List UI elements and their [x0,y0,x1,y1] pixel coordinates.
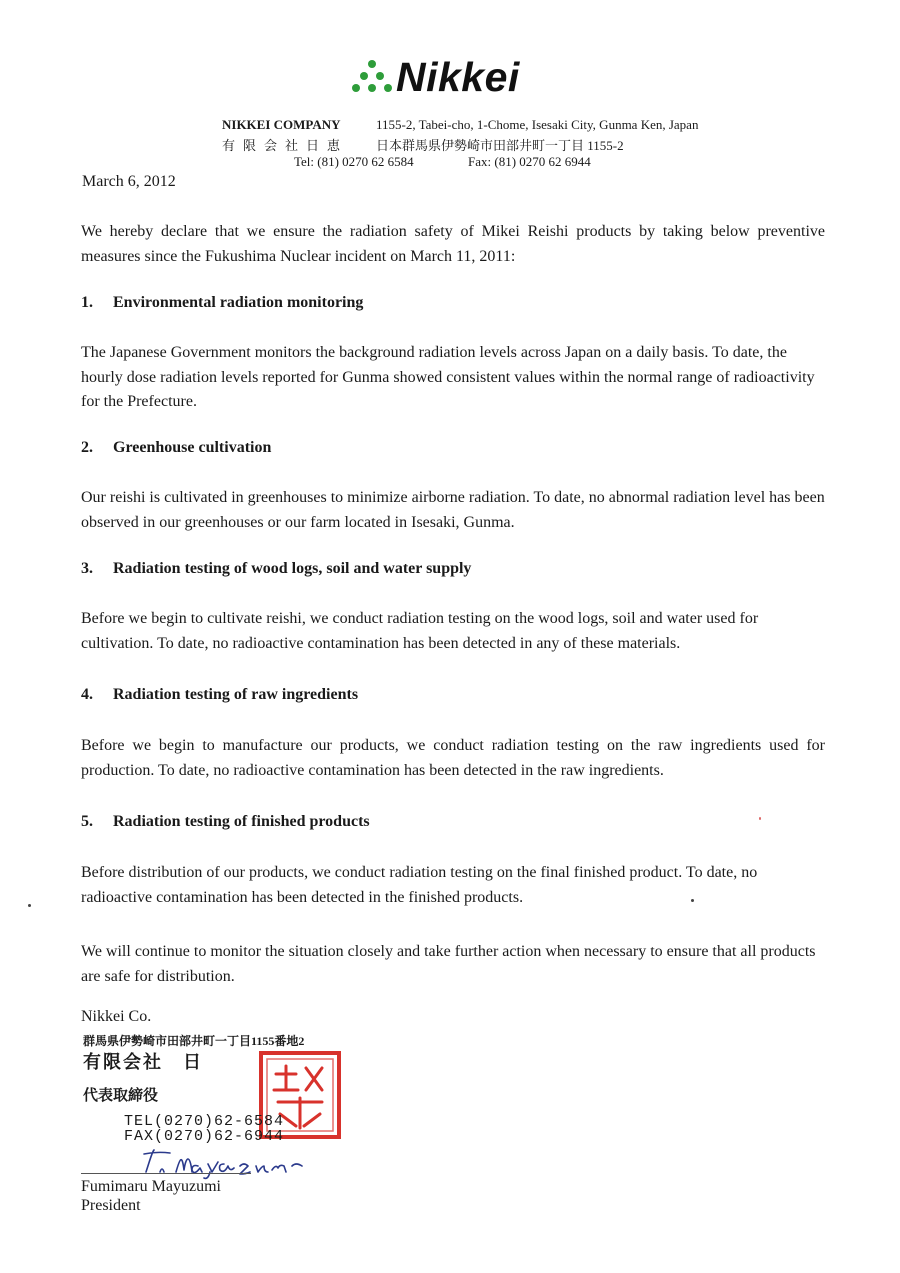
intro-paragraph: We hereby declare that we ensure the radiation safety of Mikei Reishi products by taking below preventive measures since the Fukushima Nuclear incident on March 11, 2011: [81,223,825,265]
section-number: 4. [81,686,93,703]
section-body: Before we begin to manufacture our products, we conduct radiation testing on the raw ingredients used for production. To date, no radioactive contamination has been detected in the raw ingredients. [81,737,825,779]
closing-paragraph: We will continue to monitor the situation closely and take further action when necessary to ensure that all products are safe for distribution. [81,943,816,985]
letter-date: March 6, 2012 [82,173,176,190]
scan-speck [691,899,694,902]
section-title: Radiation testing of raw ingredients [113,686,359,703]
signature-line [81,1173,251,1174]
section-title: Radiation testing of finished products [113,813,370,830]
signatory-name: Fumimaru Mayuzumi [81,1178,221,1195]
stamp-title-jp: 代表取締役 [83,1088,159,1104]
section-title: Greenhouse cultivation [113,439,272,456]
section-body: The Japanese Government monitors the background radiation levels across Japan on a daily basis. To date, the hourly dose radiation levels reported for Gunma showed consistent values within the normal range of radioactivity for the Prefecture. [81,344,815,410]
section-number: 3. [81,560,93,577]
section-heading [81,294,363,312]
handwritten-signature [140,1146,310,1180]
scan-speck [28,904,31,907]
logo-dots-icon [352,57,392,97]
section-body: Before distribution of our products, we conduct radiation testing on the final finished product. To date, no radioactive contamination has been detected in the finished products. [81,864,758,906]
company-fax: Fax: (81) 0270 62 6944 [468,154,591,169]
company-address-jp: 日本群馬県伊勢崎市田部井町一丁目 1155-2 [376,138,624,153]
stamp-tel: TEL(0270)62-6584 [124,1113,285,1130]
scan-speck [759,817,761,820]
stamp-address-jp: 群馬県伊勢崎市田部井町一丁目1155番地2 [83,1034,305,1048]
section-heading [81,686,358,704]
stamp-fax: FAX(0270)62-6944 [124,1128,285,1145]
section-number: 1. [81,294,93,311]
section-number: 5. [81,813,93,830]
section-heading [81,813,370,831]
company-address: 1155-2, Tabei-cho, 1-Chome, Isesaki City, Gunma Ken, Japan [376,117,699,132]
section-heading [81,439,271,457]
company-name: NIKKEI COMPANY [222,117,341,132]
section-title: Radiation testing of wood logs, soil and water supply [113,560,472,577]
section-body: Our reishi is cultivated in greenhouses to minimize airborne radiation. To date, no abnormal radiation level has been observed in our greenhouses or our farm located in Isesaki, Gunma. [81,489,825,531]
signatory-title: President [81,1197,141,1214]
section-heading [81,560,471,578]
sender-company: Nikkei Co. [81,1008,152,1025]
nikkei-logo [352,52,520,102]
company-name-jp: 有限会社日恵 [222,138,349,153]
section-number: 2. [81,439,93,456]
logo-wordmark: Nikkei [396,53,520,100]
company-tel: Tel: (81) 0270 62 6584 [294,154,414,169]
section-title: Environmental radiation monitoring [113,294,364,311]
section-body: Before we begin to cultivate reishi, we conduct radiation testing on the wood logs, soil and water used for cultivation. To date, no radioactive contamination has been detected in any of these materials. [81,610,759,652]
stamp-company-jp: 有限会社 日 [83,1052,203,1072]
